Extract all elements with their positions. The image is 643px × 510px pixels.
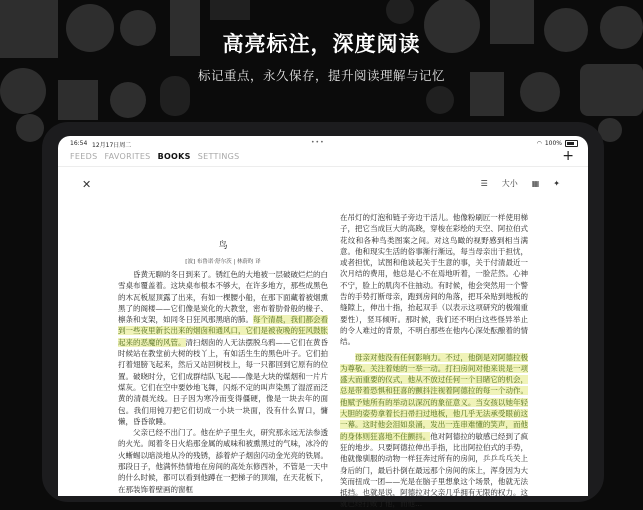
tab-feeds[interactable]: FEEDS (70, 152, 98, 161)
nav-divider (58, 166, 588, 167)
font-size-button[interactable]: 大小 (501, 179, 518, 188)
paragraph (340, 352, 528, 510)
battery-icon (565, 140, 578, 147)
status-right (537, 140, 578, 147)
text-run: 清扫烟囱的人无法摆脱乌鸦——它们在黄昏时候站在教堂前大树的枝丫上，有如活生生的黑色叶子。它们拍打着翅膀飞起来，然后又站回树枝上，每一只都回到它原有的位置。破晓时分，它们成群结队飞起——像是大块的煤烟和一片片煤灰。它们在空中要妙地飞舞，闪烁不定的叫声染黑了湿涩而泛黄的清晨光线。日子因为寒冷而变得僵硬，像是一块去年的面包。我们用钝刀把它们切成一小块一块面，没有什么胃口，慵懒，昏昏欲睡。 (118, 337, 328, 426)
hero-title: 高亮标注，深度阅读 (222, 32, 421, 56)
text-run: 他对阿德拉的敏感已经到了疯狂的地步。只要阿德拉伸出手指，比出阿拉伯式的手势，他就像驯服的动物一样狂奔过所有的房间，乒乒乓乓关上身后的门，最后扑倒在最远那个房间的床上，浑身因为大笑而扭成一团——光是在脑子里想象这个场景，他就无法抵挡。也就是说，阿德拉对父亲几乎拥有无限的权力。这就已经打败了他，而他... (340, 431, 528, 509)
reader-page-left (118, 212, 328, 495)
status-bar (58, 136, 588, 150)
tab-settings[interactable]: SETTINGS (197, 152, 240, 161)
reader-page-right (340, 212, 528, 510)
hero-subtitle: 标记重点，永久保存，提升阅读理解与记忆 (197, 68, 445, 83)
highlighted-text[interactable]: 每个清晨，我们都会看到一些夜里新长出来的烟囱和通风口，它们是被夜晚的狂风鼓胀起来的恶魔的风管。 (118, 315, 328, 347)
paragraph (118, 269, 328, 427)
text-run: 昏黄无聊的冬日到来了。锈红色的大地被一层破破烂烂的白雪桌布覆盖着。这块桌布根本不够大，在许多地方，那些成黑色的木瓦板屋顶露了出来，有如一棵腰小船，在那下面藏着被烟熏黑了的阁楼——它们像是炭化的大教堂，密布着肋骨般的椽子、檩条和支架，如同冬日狂风那黑暗的肺。 (118, 270, 328, 325)
wifi-icon: ◠ (536, 140, 542, 147)
list-icon[interactable]: ☰ (480, 179, 488, 188)
status-time: 16:54 (70, 140, 88, 147)
calendar-icon[interactable]: ▦ (531, 179, 540, 188)
tab-favorites[interactable]: FAVORITES (104, 152, 151, 161)
chapter-title: 鸟 (218, 241, 228, 251)
multitasking-dots-icon[interactable]: ••• (311, 139, 325, 146)
tab-books[interactable]: BOOKS (157, 152, 191, 161)
add-icon[interactable]: + (562, 148, 574, 164)
app-screen (58, 136, 588, 509)
reader-tools (481, 178, 560, 189)
reader-toolbar (58, 178, 588, 192)
chapter-byline: [波] 布鲁诺·舒尔茨 | 林蔚昀 译 (185, 259, 261, 265)
close-icon[interactable]: ✕ (82, 178, 92, 191)
battery-percent: 100% (544, 140, 562, 147)
status-date: 12月17日周二 (92, 142, 132, 149)
magic-icon[interactable]: ✦ (553, 179, 560, 188)
nav-tabs (70, 152, 240, 161)
highlighted-text[interactable]: 母亲对他没有任何影响力。不过，他倒是对阿德拉极为尊敬。关注着她的一举一动。打扫房间对他来说是一项盛大而重要的仪式，他从不放过任何一个目睹它的机会，总是带着恐惧和狂喜的颤抖注视着阿德拉的每一个动作。他赋予她所有的举动以深沉的象征意义。当女孩以她年轻大胆的姿势拿着长扫帚扫过地板，他几乎无法承受眼前这一幕。这时他会泪如泉涌，发出一连串难懂的笑声，而他的身体则狂喜地不住颤抖。 (340, 352, 528, 441)
paragraph: 父亲已经不出门了。他在炉子里生火，研究那永远无法参透的火光。闻着冬日火焰那金属的咸味和被熏黑过的气味，冰冷的火蜥蜴以暗淡地从冷的残锈，舔着炉子烟囱闪动金光亮的铁屑。那段日子，他满怀热情地在房间的高处东修西补，不管是一天中的什么时候，都可以看到他蹲在一把梯子的顶端，在天花板下，在那装饰着壁画的窗框 (118, 428, 328, 494)
paragraph: 在吊灯的灯泡和链子旁边干活儿。他像粉刷匠一样使用梯子，把它当成巨大的高跷，穿梭在彩绘的天空、阿拉伯式花纹和各种鸟类图案之间。对这鸟瞰的视野感到相当满意。他和现实生活的俗事渐行渐远，每当母亲出于担忧，或者担忧，试图和他谈起关于生意的事，关于付清最近一次月结的费用，他总是心不在焉地听着，一脸茫然。心神不宁，脸上的肌肉不住抽动。有时候，他会突然用一个警告的手势打断母亲，跑到房间的角落，把耳朵贴到地板的缝隙上，伸出十指，抬起双手（以表示这项研究的极端重要性），竖耳倾听。那时候，我们还不明白这些怪异举止的令人难过的背景，不明白那些在他内心深处酝酿着的情结。 (340, 213, 528, 347)
